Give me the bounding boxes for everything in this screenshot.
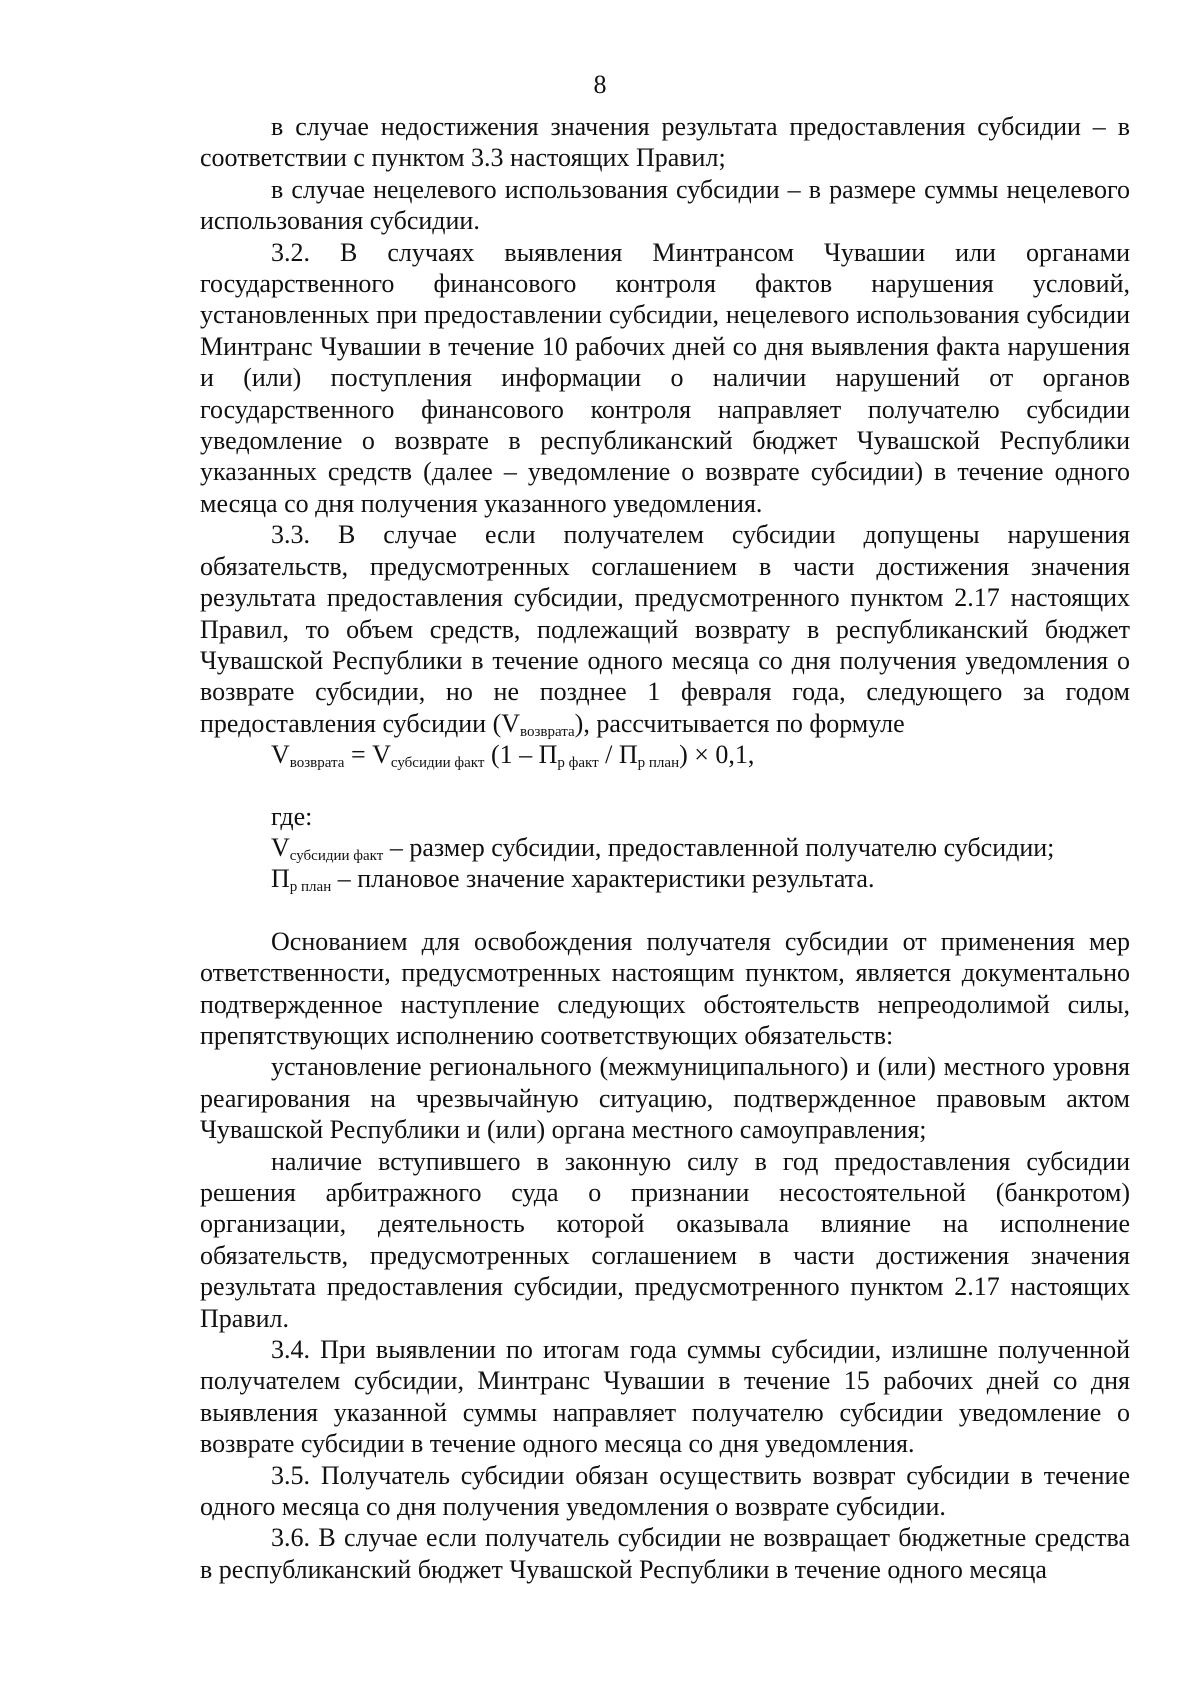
paragraph-3-3-text: 3.3. В случае если получателем субсидии допущены нарушения обязательств, предусмотренных соглашением в части достижения значения результата предоставления субсидии, предусмотренного пунктом 2.17 настоящих Правил, то объем средств, подлежащий возврату в республиканский бюджет Чувашской Республики в течение одного месяца со дня получения уведомления о возврате субсидии, но не позднее 1 февраля года, следующего за годом предоставления субсидии (V xyxy=(200,520,1130,738)
formula-eq: = V xyxy=(344,740,391,770)
formula-p-plan-sub: р план xyxy=(637,755,680,772)
legend-item-1-symbol: V xyxy=(271,832,290,862)
paragraph-emergency: установление регионального (межмуниципального) и (или) местного уровня реагирования на чрезвычайную ситуацию, подтвержденное правовым актом Чувашской Республики и (или) органа местного самоуправления; xyxy=(200,1052,1130,1145)
formula-lhs: V xyxy=(271,740,290,770)
document-body xyxy=(200,111,1130,1585)
paragraph-3-2: 3.2. В случаях выявления Минтрансом Чувашии или органами государственного финансового контроля фактов нарушения условий, установленных при предоставлении субсидии, нецелевого использования субсидии Минтранс Чувашии в течение 10 рабочих дней со дня выявления факта нарушения и (или) поступления информации о наличии нарушений от органов государственного финансового контроля направляет получателю субсидии уведомление о возврате в республиканский бюджет Чувашской Республики указанных средств (далее – уведомление о возврате субсидии) в течение одного месяца со дня получения указанного уведомления. xyxy=(200,237,1130,518)
paragraph-misuse: в случае нецелевого использования субсидии – в размере суммы нецелевого использования субсидии. xyxy=(200,174,1130,236)
formula xyxy=(200,739,1130,770)
spacer xyxy=(200,895,1130,926)
paragraph-3-3-tail: ), рассчитывается по формуле xyxy=(574,708,905,738)
legend-item-1-text: – размер субсидии, предоставленной получателю субсидии; xyxy=(383,832,1055,862)
legend-item-plan xyxy=(200,863,1130,894)
legend-item-2-symbol: П xyxy=(271,864,290,894)
formula-div: / П xyxy=(598,740,638,770)
paragraph-3-5: 3.5. Получатель субсидии обязан осуществить возврат субсидии в течение одного месяца со дня получения уведомления о возврате субсидии. xyxy=(200,1460,1130,1522)
paragraph-3-3 xyxy=(200,519,1130,739)
legend-item-2-sub: р план xyxy=(289,879,332,896)
formula-v-sub: субсидии факт xyxy=(390,755,485,772)
formula-mid: (1 – П xyxy=(484,740,558,770)
spacer xyxy=(200,771,1130,801)
legend-item-2-text: – плановое значение характеристики результата. xyxy=(331,864,875,894)
formula-lhs-sub: возврата xyxy=(289,755,345,772)
legend-item-1-sub: субсидии факт xyxy=(289,847,384,864)
paragraph-3-4: 3.4. При выявлении по итогам года суммы субсидии, излишне полученной получателем субсидии, Минтранс Чувашии в течение 15 рабочих дней со дня выявления указанной суммы направляет получателю субсидии уведомление о возврате субсидии в течение одного месяца со дня уведомления. xyxy=(200,1335,1130,1459)
paragraph-no-result: в случае недостижения значения результата предоставления субсидии – в соответствии с пунктом 3.3 настоящих Правил; xyxy=(200,112,1130,173)
formula-p-fact-sub: р факт xyxy=(557,755,599,772)
page-number: 8 xyxy=(593,70,607,99)
paragraph-force-majeure: Основанием для освобождения получателя субсидии от применения мер ответственности, предусмотренных настоящим пунктом, является документально подтвержденное наступление следующих обстоятельств непреодолимой силы, препятствующих исполнению соответствующих обязательств: xyxy=(200,926,1130,1050)
formula-tail: ) × 0,1, xyxy=(679,740,755,770)
paragraph-bankruptcy: наличие вступившего в законную силу в год предоставления субсидии решения арбитражного суда о признании несостоятельной (банкротом) организации, деятельность которой оказывала влияние на исполнение обязательств, предусмотренных соглашением в части достижения значения результата предоставления субсидии, предусмотренного пунктом 2.17 настоящих Правил. xyxy=(200,1146,1130,1333)
paragraph-3-6: 3.6. В случае если получатель субсидии не возвращает бюджетные средства в республиканский бюджет Чувашской Республики в течение одного месяца xyxy=(200,1523,1130,1584)
paragraph-3-3-subscript: возврата xyxy=(520,723,575,740)
legend-item-subsidy-fact xyxy=(200,832,1130,863)
legend-where: где: xyxy=(271,801,313,831)
